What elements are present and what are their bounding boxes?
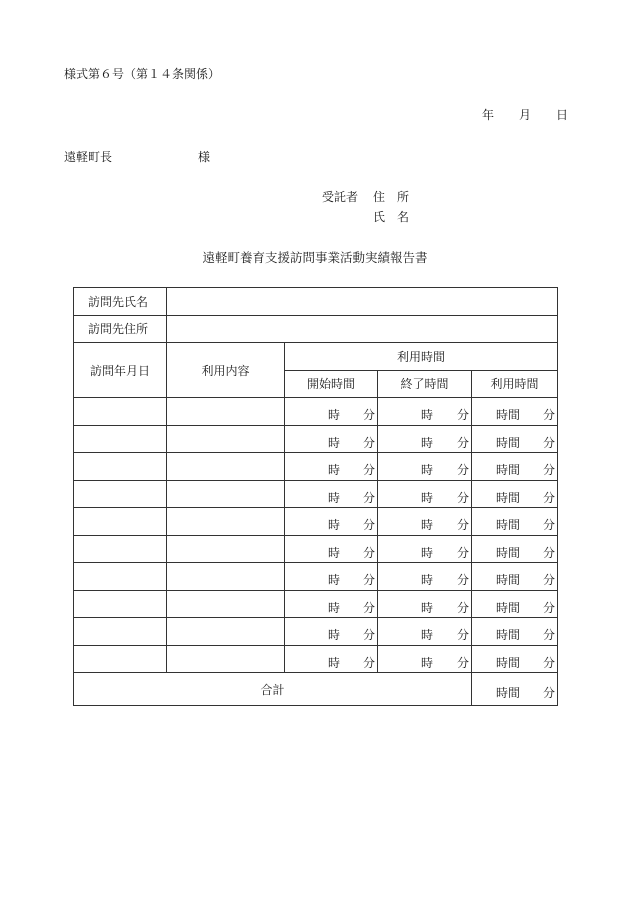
- table-row: [74, 535, 558, 563]
- hour-unit: 時: [421, 490, 434, 505]
- report-title: 遠軽町養育支援訪問事業活動実績報告書: [202, 250, 428, 265]
- header-row-1: [74, 343, 558, 371]
- hours-unit: 時間: [496, 408, 521, 422]
- start-time-cell[interactable]: [285, 563, 378, 591]
- content-cell[interactable]: [167, 508, 285, 536]
- visit-date-cell[interactable]: [74, 645, 167, 673]
- hours-unit: 時間: [496, 655, 521, 670]
- minute-unit: 分: [456, 545, 469, 560]
- visit-date-cell[interactable]: [74, 453, 167, 481]
- hour-unit: 時: [328, 655, 341, 670]
- duration-cell[interactable]: [472, 590, 558, 618]
- hour-unit: 時: [328, 628, 341, 642]
- minute-unit: 分: [362, 628, 375, 642]
- hour-unit: 時: [421, 600, 434, 615]
- visit-date-header: 訪問年月日: [74, 343, 167, 398]
- minute-unit: 分: [542, 655, 555, 670]
- date-month-label: 月: [519, 108, 532, 122]
- visit-address-value[interactable]: [167, 315, 558, 343]
- trustee-address-label: 住 所: [373, 190, 410, 204]
- visit-date-cell[interactable]: [74, 563, 167, 591]
- visit-date-cell[interactable]: [74, 425, 167, 453]
- start-time-cell[interactable]: [285, 480, 378, 508]
- hours-unit: 時間: [496, 686, 521, 700]
- recipient-honorific: 様: [198, 150, 211, 164]
- hour-unit: 時: [421, 545, 434, 560]
- hour-unit: 時: [421, 655, 434, 670]
- visit-address-label: 訪問先住所: [74, 315, 167, 343]
- end-time-cell[interactable]: [378, 618, 472, 646]
- hour-unit: 時: [328, 600, 341, 615]
- hours-unit: 時間: [496, 573, 521, 587]
- minute-unit: 分: [456, 518, 469, 532]
- hour-unit: 時: [328, 463, 341, 477]
- recipient-name: 遠軽町長: [64, 150, 113, 164]
- end-time-cell[interactable]: [378, 645, 472, 673]
- minute-unit: 分: [542, 408, 555, 422]
- hours-unit: 時間: [496, 628, 521, 642]
- trustee-name-label: 氏 名: [373, 210, 410, 224]
- start-time-header: 開始時間: [285, 370, 378, 398]
- hours-unit: 時間: [496, 490, 521, 505]
- visit-name-label: 訪問先氏名: [74, 288, 167, 316]
- minute-unit: 分: [362, 518, 375, 532]
- visit-date-cell[interactable]: [74, 480, 167, 508]
- content-header: 利用内容: [167, 343, 285, 398]
- table-row: [74, 425, 558, 453]
- hour-unit: 時: [421, 628, 434, 642]
- duration-cell[interactable]: [472, 535, 558, 563]
- minute-unit: 分: [542, 435, 555, 450]
- minute-unit: 分: [542, 600, 555, 615]
- duration-cell[interactable]: [472, 453, 558, 481]
- end-time-cell[interactable]: [378, 563, 472, 591]
- content-cell[interactable]: [167, 590, 285, 618]
- usage-time-header: 利用時間: [285, 343, 558, 371]
- start-time-cell[interactable]: [285, 508, 378, 536]
- end-time-cell[interactable]: [378, 453, 472, 481]
- hour-unit: 時: [328, 435, 341, 450]
- table-row: [74, 618, 558, 646]
- minute-unit: 分: [362, 573, 375, 587]
- minute-unit: 分: [456, 573, 469, 587]
- minute-unit: 分: [542, 686, 555, 700]
- minute-unit: 分: [542, 518, 555, 532]
- end-time-cell[interactable]: [378, 425, 472, 453]
- duration-cell[interactable]: [472, 480, 558, 508]
- table-row: [74, 590, 558, 618]
- minute-unit: 分: [456, 463, 469, 477]
- date-day-label: 日: [556, 108, 569, 122]
- hours-unit: 時間: [496, 545, 521, 560]
- form-number: 様式第６号（第１４条関係）: [64, 67, 221, 81]
- start-time-cell[interactable]: [285, 618, 378, 646]
- hour-unit: 時: [328, 573, 341, 587]
- hour-unit: 時: [421, 573, 434, 587]
- visit-date-cell[interactable]: [74, 590, 167, 618]
- minute-unit: 分: [362, 435, 375, 450]
- minute-unit: 分: [362, 545, 375, 560]
- start-time-cell[interactable]: [285, 398, 378, 426]
- start-time-cell[interactable]: [285, 645, 378, 673]
- table-row: [74, 398, 558, 426]
- duration-cell[interactable]: [472, 563, 558, 591]
- total-duration-cell[interactable]: [472, 673, 558, 706]
- table-row: [74, 645, 558, 673]
- duration-cell[interactable]: [472, 618, 558, 646]
- visit-date-cell[interactable]: [74, 618, 167, 646]
- start-time-cell[interactable]: [285, 425, 378, 453]
- start-time-cell[interactable]: [285, 453, 378, 481]
- minute-unit: 分: [362, 655, 375, 670]
- content-cell[interactable]: [167, 563, 285, 591]
- visit-address-row: [74, 315, 558, 343]
- trustee-label: 受託者: [322, 190, 359, 204]
- minute-unit: 分: [456, 655, 469, 670]
- duration-cell[interactable]: [472, 508, 558, 536]
- hour-unit: 時: [328, 408, 341, 422]
- minute-unit: 分: [456, 628, 469, 642]
- minute-unit: 分: [456, 490, 469, 505]
- hour-unit: 時: [421, 518, 434, 532]
- table-row: [74, 563, 558, 591]
- minute-unit: 分: [542, 545, 555, 560]
- total-label: 合計: [74, 673, 472, 706]
- end-time-cell[interactable]: [378, 590, 472, 618]
- hour-unit: 時: [421, 408, 434, 422]
- minute-unit: 分: [456, 408, 469, 422]
- content-cell[interactable]: [167, 618, 285, 646]
- date-year-label: 年: [482, 108, 495, 122]
- minute-unit: 分: [542, 463, 555, 477]
- start-time-cell[interactable]: [285, 535, 378, 563]
- table-row: [74, 453, 558, 481]
- visit-name-value[interactable]: [167, 288, 558, 316]
- end-time-cell[interactable]: [378, 508, 472, 536]
- minute-unit: 分: [542, 628, 555, 642]
- hour-unit: 時: [421, 463, 434, 477]
- minute-unit: 分: [542, 573, 555, 587]
- duration-cell[interactable]: [472, 645, 558, 673]
- content-cell[interactable]: [167, 425, 285, 453]
- total-row: [74, 673, 558, 706]
- content-cell[interactable]: [167, 645, 285, 673]
- hour-unit: 時: [421, 435, 434, 450]
- hours-unit: 時間: [496, 600, 521, 615]
- duration-cell[interactable]: [472, 398, 558, 426]
- minute-unit: 分: [362, 408, 375, 422]
- hours-unit: 時間: [496, 463, 521, 477]
- visit-date-cell[interactable]: [74, 398, 167, 426]
- hours-unit: 時間: [496, 518, 521, 532]
- content-cell[interactable]: [167, 453, 285, 481]
- report-table: [73, 287, 558, 706]
- minute-unit: 分: [362, 600, 375, 615]
- hour-unit: 時: [328, 490, 341, 505]
- minute-unit: 分: [542, 490, 555, 505]
- end-time-header: 終了時間: [378, 370, 472, 398]
- duration-header: 利用時間: [472, 370, 558, 398]
- table-row: [74, 508, 558, 536]
- visit-date-cell[interactable]: [74, 535, 167, 563]
- minute-unit: 分: [362, 463, 375, 477]
- minute-unit: 分: [456, 435, 469, 450]
- visit-name-row: [74, 288, 558, 316]
- duration-cell[interactable]: [472, 425, 558, 453]
- hours-unit: 時間: [496, 435, 521, 450]
- table-row: [74, 480, 558, 508]
- visit-date-cell[interactable]: [74, 508, 167, 536]
- minute-unit: 分: [456, 600, 469, 615]
- content-cell[interactable]: [167, 535, 285, 563]
- end-time-cell[interactable]: [378, 398, 472, 426]
- date-line: [482, 109, 568, 121]
- hour-unit: 時: [328, 518, 341, 532]
- end-time-cell[interactable]: [378, 535, 472, 563]
- content-cell[interactable]: [167, 480, 285, 508]
- content-cell[interactable]: [167, 398, 285, 426]
- end-time-cell[interactable]: [378, 480, 472, 508]
- minute-unit: 分: [362, 490, 375, 505]
- start-time-cell[interactable]: [285, 590, 378, 618]
- hour-unit: 時: [328, 545, 341, 560]
